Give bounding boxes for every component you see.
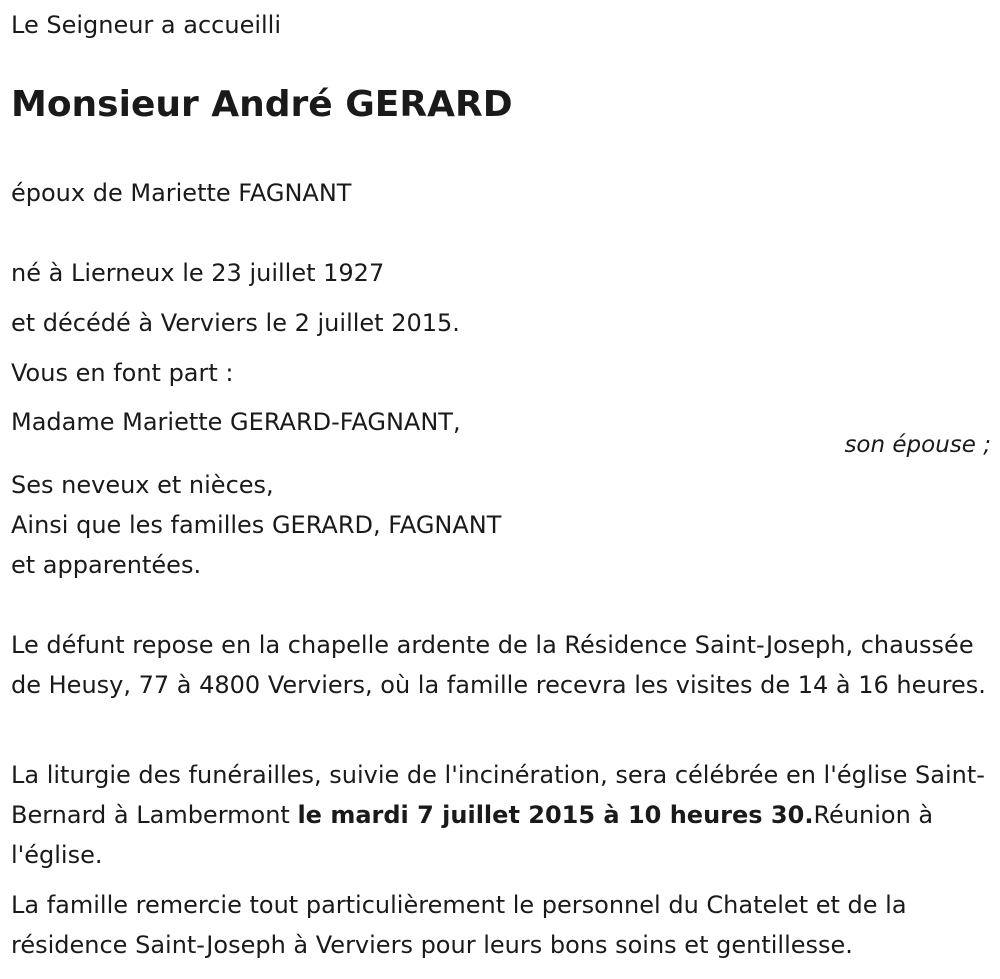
death-line: et décédé à Verviers le 2 juillet 2015. [11, 309, 460, 337]
mourner-relation: son épouse ; [844, 432, 991, 458]
liturgy-date: le mardi 7 juillet 2015 à 10 heures 30. [297, 801, 814, 829]
liturgy-paragraph [11, 755, 991, 875]
intro-line: Le Seigneur a accueilli [11, 11, 282, 39]
thanks-paragraph: La famille remercie tout particulièrement le personnel du Chatelet et de la résidence Saint-Joseph à Verviers pour leurs bons soins et gentillesse. [11, 891, 907, 959]
relatives-line: et apparentées. [11, 551, 202, 579]
rest-paragraph: Le défunt repose en la chapelle ardente de la Résidence Saint-Joseph, chaussée de Heusy, 77 à 4800 Verviers, où la famille recevra les visites de 14 à 16 heures. [11, 631, 986, 699]
mourner-name: Madame Mariette GERARD-FAGNANT, [11, 408, 461, 436]
liturgy-meeting: Réunion à l'église. [11, 801, 934, 869]
birth-line: né à Lierneux le 23 juillet 1927 [11, 259, 385, 287]
relatives-line: Ses neveux et nièces, [11, 471, 274, 499]
spouse-line: époux de Mariette FAGNANT [11, 179, 352, 207]
liturgy-text: La liturgie des funérailles, suivie de l'incinération, sera célébrée en l'église Saint-Bernard à Lambermont [11, 761, 985, 829]
relatives-line: Ainsi que les familles GERARD, FAGNANT [11, 511, 502, 539]
notice-line: Vous en font part : [11, 359, 234, 387]
deceased-name: Monsieur André GERARD [11, 84, 513, 125]
